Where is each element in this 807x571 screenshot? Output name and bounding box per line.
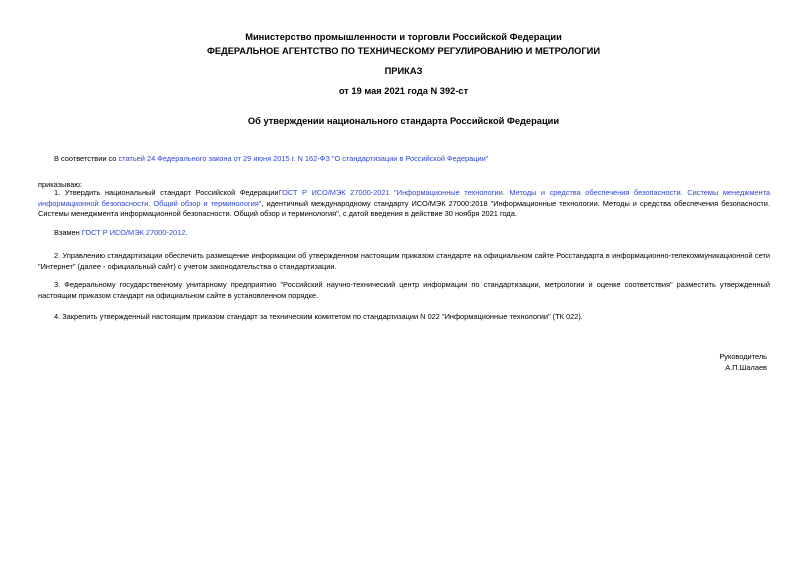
order-heading: ПРИКАЗ bbox=[384, 66, 423, 76]
gost-27000-2021-link[interactable]: ГОСТ Р ИСО/МЭК 27000-2021 "Информационные технологии. Методы и средства обеспечения безопасности. Системы менеджмента информационной безопасности. Общий обзор и терминология" bbox=[38, 188, 770, 208]
replace-prefix: Взамен bbox=[54, 228, 82, 237]
basis-paragraph bbox=[38, 154, 770, 165]
agency-heading: ФЕДЕРАЛЬНОЕ АГЕНТСТВО ПО ТЕХНИЧЕСКОМУ РЕГУЛИРОВАНИЮ И МЕТРОЛОГИИ bbox=[206, 46, 601, 56]
order-word: приказываю: bbox=[38, 180, 82, 189]
signature-position: Руководитель bbox=[719, 352, 767, 361]
ministry-heading: Министерство промышленности и торговли Российской Федерации bbox=[245, 32, 562, 42]
item-1-prefix: 1. Утвердить национальный стандарт Российской Федерации bbox=[54, 188, 279, 197]
order-date: от 19 мая 2021 года N 392-ст bbox=[338, 86, 469, 96]
replace-paragraph bbox=[38, 228, 770, 239]
document-title: Об утверждении национального стандарта Российской Федерации bbox=[247, 116, 560, 126]
replace-suffix: . bbox=[185, 228, 188, 237]
item-2-paragraph: 2. Управлению стандартизации обеспечить размещение информации об утвержденном настоящим приказом стандарте на официальном сайте Росстандарта в информационно-телекоммуникационной сети "Интернет" (далее - официальный сайт) с учетом законодательства о стандартизации. bbox=[38, 251, 770, 271]
signature-name: А.П.Шалаев bbox=[725, 362, 767, 372]
law-article-link[interactable]: статьей 24 Федерального закона от 29 июня 2015 г. N 162-ФЗ "О стандартизации в Российской Федерации" bbox=[118, 154, 489, 163]
gost-27000-2012-link[interactable]: ГОСТ Р ИСО/МЭК 27000-2012 bbox=[81, 228, 186, 237]
item-1-suffix: , идентичный международному стандарту ИСО/МЭК 27000:2018 "Информационные технологии. Методы и средства обеспечения безопасности. Системы менеджмента информационной безопасности. Общий обзор и терминология", с датой введения в действие 30 ноября 2021 года. bbox=[38, 198, 770, 219]
basis-prefix: В соответствии со bbox=[54, 154, 119, 163]
item-3-paragraph: 3. Федеральному государственному унитарному предприятию "Российский научно-технический центр информации по стандартизации, метрологии и оценке соответствия" разместить утвержденный настоящим приказом стандарт на официальном сайте в установленном порядке. bbox=[38, 280, 770, 300]
signature-block bbox=[719, 352, 767, 373]
item-4-paragraph: 4. Закрепить утвержденный настоящим приказом стандарт за техническим комитетом по стандартизации N 022 "Информационные технологии" (ТК 022). bbox=[54, 312, 583, 321]
item-1-paragraph bbox=[38, 188, 770, 220]
